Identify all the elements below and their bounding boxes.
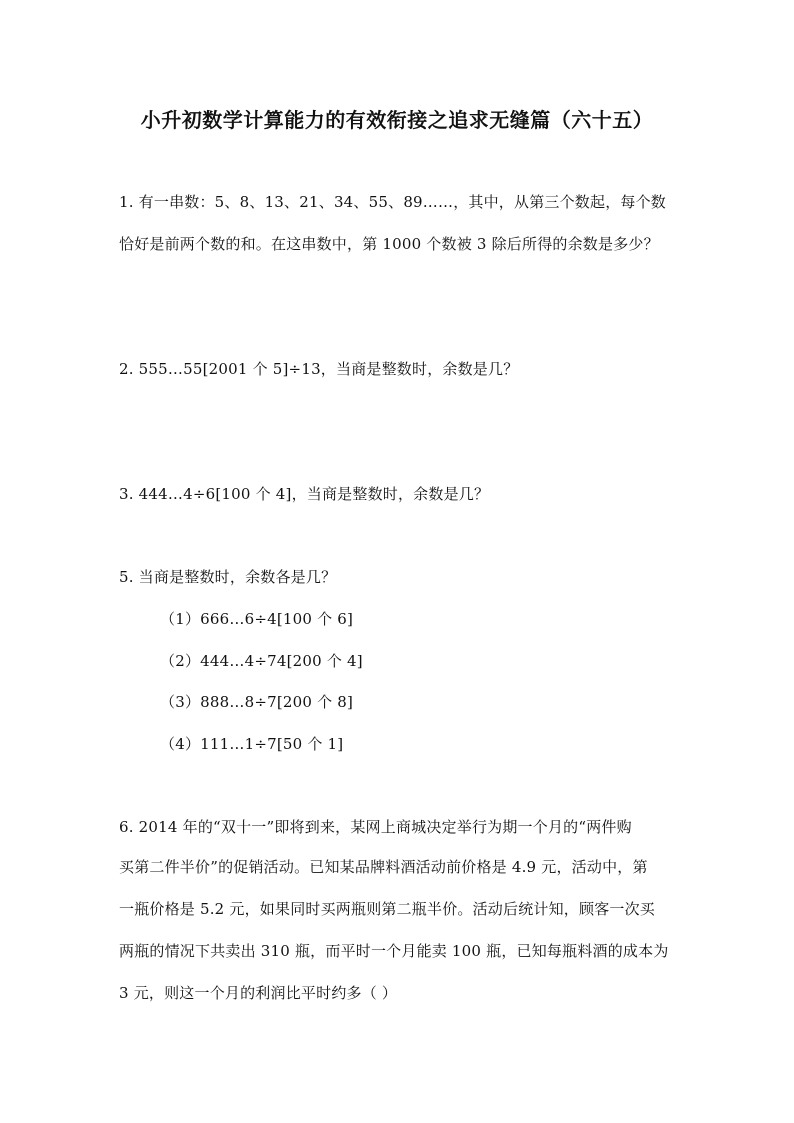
question-6-line-4: 两瓶的情况下共卖出 310 瓶，而平时一个月能卖 100 瓶，已知每瓶料酒的成本为 bbox=[119, 942, 669, 960]
question-2-text: 2. 555…55[2001 个 5]÷13，当商是整数时，余数是几？ bbox=[119, 360, 519, 378]
question-5-intro: 5. 当商是整数时，余数各是几？ bbox=[119, 568, 337, 586]
question-6-line-2: 买第二件半价”的促销活动。已知某品牌料酒活动前价格是 4.9 元，活动中，第 bbox=[119, 858, 648, 876]
question-1-line-1: 1. 有一串数：5、8、13、21、34、55、89……，其中，从第三个数起，每个数 bbox=[119, 193, 667, 211]
question-3-text: 3. 444…4÷6[100 个 4]，当商是整数时，余数是几？ bbox=[119, 485, 490, 503]
question-5-item-3: （3）888…8÷7[200 个 8] bbox=[160, 693, 354, 711]
question-5-item-1: （1）666…6÷4[100 个 6] bbox=[160, 610, 354, 628]
question-5-item-4: （4）111…1÷7[50 个 1] bbox=[160, 735, 344, 753]
document-title: 小升初数学计算能力的有效衔接之追求无缝篇（六十五） bbox=[140, 108, 654, 132]
question-1-line-2: 恰好是前两个数的和。在这串数中，第 1000 个数被 3 除后所得的余数是多少？ bbox=[119, 235, 659, 253]
question-5-item-2: （2）444…4÷74[200 个 4] bbox=[160, 652, 363, 670]
question-6-line-1: 6. 2014 年的“双十一”即将到来，某网上商城决定举行为期一个月的“两件购 bbox=[119, 818, 632, 836]
question-6-line-5: 3 元，则这一个月的利润比平时约多（ ） bbox=[119, 984, 398, 1002]
question-6-line-3: 一瓶价格是 5.2 元，如果同时买两瓶则第二瓶半价。活动后统计知，顾客一次买 bbox=[119, 900, 655, 918]
